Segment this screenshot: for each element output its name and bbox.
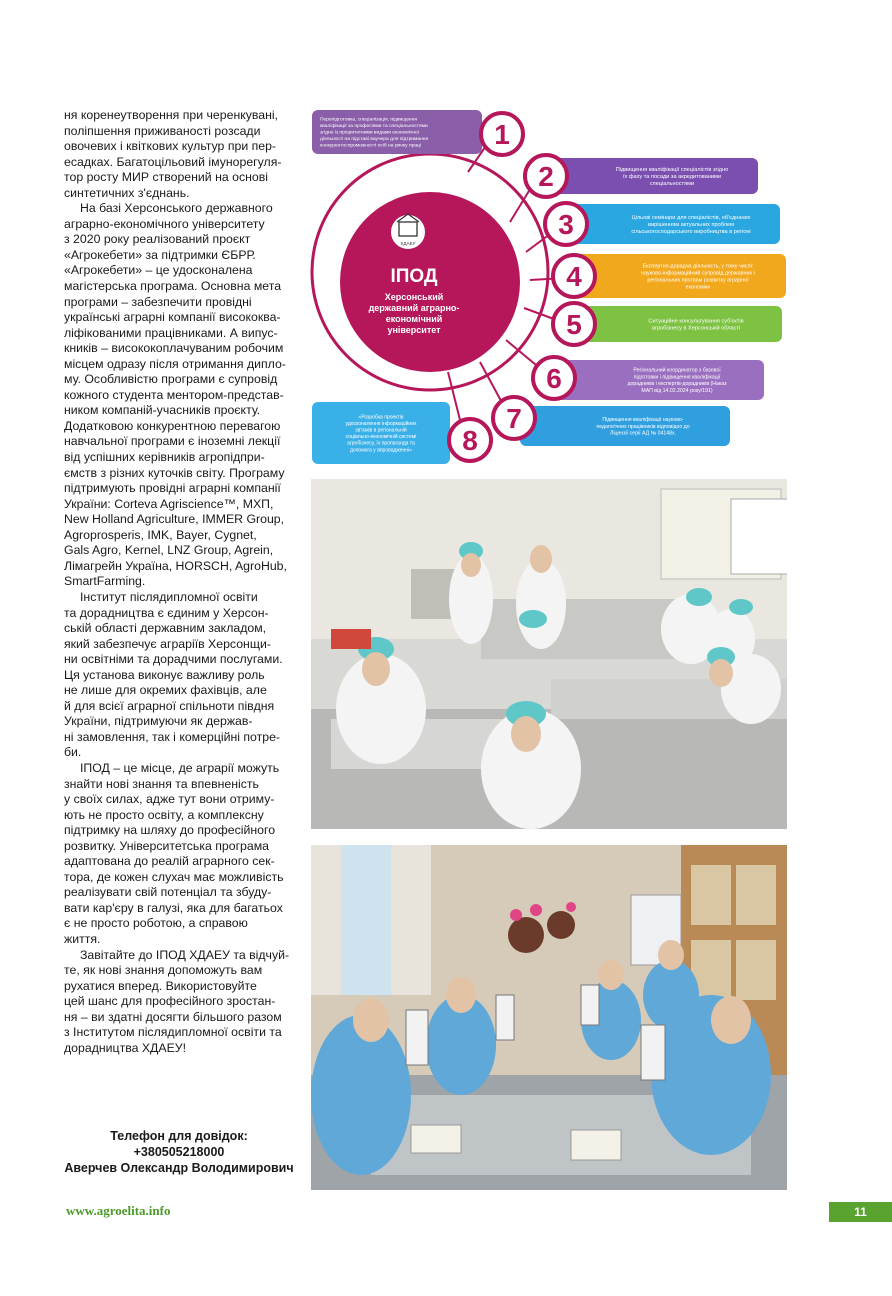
diagram-item-text: допомога у впровадженні» xyxy=(350,447,412,454)
article-line: реалізувати свій потенціал та збуду- xyxy=(64,885,272,900)
diagram-item-text: дорадників і експертів-дорадників (Наказ xyxy=(627,381,727,388)
diagram-item-text: кваліфікації за професіями та спеціальностями xyxy=(320,124,428,130)
number-badge-label: 1 xyxy=(494,119,510,150)
article-line: ні замовлення, так і комерційні потре- xyxy=(64,729,281,744)
article-line: підтримку на шляху до професійного xyxy=(64,823,276,838)
article-line: та дорадництва є єдиним у Херсон- xyxy=(64,605,269,620)
diagram-item-text: економіки xyxy=(685,284,711,291)
diagram-item-text: педагогічних працівників відповідно до xyxy=(596,423,690,430)
article-line: кників – висококоплачуваним робочим xyxy=(64,341,284,356)
phone-number: +380505218000 xyxy=(133,1145,225,1159)
article-line: магістерська програма. Основна мета xyxy=(64,279,282,294)
article-line: не лише для окремих фахівців, але xyxy=(64,683,267,698)
article-line: аграрно-економічного університету xyxy=(64,216,265,231)
diagram-item-text: Ліцензії серії АД № 04148х. xyxy=(609,430,677,437)
article-line: ють не просто освіту, а комплексну xyxy=(64,807,264,822)
connector-2 xyxy=(510,186,532,222)
article-line: ліфікованими працівниками. А випус- xyxy=(64,325,278,340)
article-line: й для всієї аграрної спільноти півдня xyxy=(64,698,275,713)
phone-label: Телефон для довідок: xyxy=(110,1129,248,1143)
diagram-item-text: підготовки і підвищення кваліфікації xyxy=(633,374,721,381)
center-subtitle-line: державний аграрно- xyxy=(368,303,460,313)
article-line: овочевих і квіткових культур при пер- xyxy=(64,139,277,154)
diagram-item-text: Ситуаційне консультування суб'єктів xyxy=(648,318,744,325)
article-line: ІПОД – це місце, де аграрії можуть xyxy=(80,760,280,775)
number-badge-label: 3 xyxy=(558,209,574,240)
article-line: Gals Agro, Kernel, LNZ Group, Agrein, xyxy=(64,543,274,558)
website-url[interactable]: www.agroelita.info xyxy=(66,1203,171,1218)
center-subtitle-line: Херсонський xyxy=(384,292,444,302)
diagram-item-text: сільськогосподарського виробництва в регіоні xyxy=(631,229,751,236)
article-line: «Агрокебети» за підтримки ЄБРР. xyxy=(64,247,256,262)
article-line: те, як нові знання допоможуть вам xyxy=(64,963,263,978)
article-line: ській області державним закладом, xyxy=(64,621,267,636)
article-line: програми – забезпечити провідні xyxy=(64,294,252,309)
article-line: ня – ви здатні досягти більшого разом xyxy=(64,1009,282,1024)
diagram-item-text: Регіональний координатор з базової xyxy=(633,367,721,374)
diagram-item-text: Підвищення кваліфікації науково- xyxy=(602,417,684,424)
number-badge-label: 7 xyxy=(506,403,522,434)
diagram-item-text: згідно із пріоритетними видами економічної xyxy=(320,130,420,136)
article-line: ником компаній-учасників проєкту. xyxy=(64,403,261,418)
diagram-item-text: удосконалення інформаційних xyxy=(345,420,417,427)
diagram-item-text: Перепідготовка, спеціалізація, підвищення xyxy=(320,117,417,123)
ipod-services-diagram xyxy=(310,100,788,472)
article-line: есадках. Багатоцільовий імунорегуля- xyxy=(64,154,282,169)
article-line: тор росту МИР створений на основі xyxy=(64,170,269,185)
article-line: тора, де кожен слухач має можливість xyxy=(64,869,284,884)
article-paragraph xyxy=(64,590,294,761)
article-line: України: Corteva Agriscience™, МХП, xyxy=(64,496,274,511)
article-line: вати кар'єру в галузі, яка для багатьох xyxy=(64,900,283,915)
article-line: кожного студента ментором-представ- xyxy=(64,387,284,402)
number-badge-label: 8 xyxy=(462,425,478,456)
number-badge-label: 4 xyxy=(566,261,582,292)
diagram-item-5 xyxy=(553,303,782,345)
article-line: який забезпечує аграріїв Херсонщи- xyxy=(64,636,271,651)
diagram-item-text: соціально-економічній системі xyxy=(345,434,417,441)
article-line: адаптована до реалій аграрного сек- xyxy=(64,854,275,869)
center-title: ІПОД xyxy=(390,266,438,287)
article-line: ємств з різних куточків світу. Програму xyxy=(64,465,285,480)
article-line: «Агрокебети» – це удосконалена xyxy=(64,263,253,278)
article-line: підтримують провідні аграрні компанії xyxy=(64,481,281,496)
article-body xyxy=(64,108,294,1056)
diagram-item-text: конкурентоспроможності осіб на ринку праці xyxy=(320,143,421,149)
number-badge-label: 2 xyxy=(538,161,554,192)
diagram-item-6 xyxy=(533,357,764,400)
diagram-item-7 xyxy=(493,397,730,446)
diagram-item-1 xyxy=(312,110,523,155)
article-line: Інститут післядипломної освіти xyxy=(80,589,258,604)
article-line: Agroprosperis, IMK, Bayer, Cygnet, xyxy=(64,527,257,542)
photo-laboratory-class-image xyxy=(311,479,787,829)
article-line: Завітайте до ІПОД ХДАЕУ та відчуй- xyxy=(80,947,290,962)
photo-microscope-class xyxy=(311,845,787,1190)
article-line: ня коренеутворення при черенкувані, xyxy=(64,108,279,122)
article-line: би. xyxy=(64,745,82,760)
university-logo xyxy=(390,214,426,250)
article-line: ни освітніми та дорадчими послугами. xyxy=(64,652,283,667)
contact-block xyxy=(64,1128,294,1176)
diagram-item-text: науково-інформаційний супровід державних і xyxy=(641,270,755,277)
article-line: навчальної програми є іноземні лекції xyxy=(64,434,281,449)
diagram-item-3 xyxy=(545,203,780,245)
article-line: України, підтримуючи як держав- xyxy=(64,714,253,729)
article-line: дорадництва ХДАЕУ! xyxy=(64,1040,187,1055)
article-line: від успішних керівників агропідпри- xyxy=(64,450,265,465)
article-line: з 2020 року реалізований проєкт xyxy=(64,232,251,247)
article-paragraph xyxy=(64,201,294,590)
article-line: На базі Херсонського державного xyxy=(80,201,273,216)
page-number: 11 xyxy=(829,1202,892,1222)
article-line: синтетичних з'єднань. xyxy=(64,185,190,200)
diagram-item-text: Цільові семінари для спеціалістів, об'єднаних xyxy=(631,214,751,221)
article-line: знайти нові знання та впевненість xyxy=(64,776,259,791)
diagram-item-text: регіональних програм розвитку аграрної xyxy=(647,277,749,284)
article-line: му. Особливістю програми є супровід xyxy=(64,372,278,387)
number-badge-label: 5 xyxy=(566,309,582,340)
article-paragraph xyxy=(64,108,294,201)
diagram-item-text: агробізнесу в Херсонській області xyxy=(651,325,741,332)
article-line: у своїх силах, адже тут вони отриму- xyxy=(64,792,275,807)
diagram-item-text: «Розробка проектів xyxy=(358,414,404,421)
diagram-item-2 xyxy=(525,155,758,197)
logo-text: ХДАЕУ xyxy=(400,241,416,246)
article-line: Ця установа виконує важливу роль xyxy=(64,667,265,682)
diagram-item-text: МАП від 14.02.2024 року/191) xyxy=(641,388,713,395)
diagram-item-8 xyxy=(312,402,491,464)
article-line: Додатковою конкурентною перевагою xyxy=(64,418,281,433)
diagram-item-text: агробізнесу, їх пропаганда та xyxy=(347,440,415,447)
article-line: цей шанс для професійного зростан- xyxy=(64,994,276,1009)
photo-microscope-class-image xyxy=(311,845,787,1190)
photo-laboratory-class xyxy=(311,479,787,829)
article-line: New Holland Agriculture, IMMER Group, xyxy=(64,512,285,527)
diagram-item-text: їх фаху та посади за акредитованими xyxy=(622,173,722,180)
diagram-item-4 xyxy=(553,254,786,298)
article-paragraph xyxy=(64,948,294,1057)
article-line: Лімагрейн Україна, HORSCH, AgroHub, xyxy=(64,558,287,573)
article-line: життя. xyxy=(64,931,101,946)
article-line: з Інститутом післядипломної освіти та xyxy=(64,1025,282,1040)
diagram-item-text: Експертно-дорадча діяльність, у тому числі: xyxy=(642,263,754,270)
diagram-item-text: діяльності на підставі ваучера для підтримання xyxy=(320,137,429,143)
number-badge-label: 6 xyxy=(546,363,562,394)
diagram-item-text: Підвищення кваліфікації спеціалістів згідно xyxy=(615,166,729,173)
article-line: місцем одразу після отримання дипло- xyxy=(64,356,286,371)
article-line: є не просто роботою, а справою xyxy=(64,916,248,931)
diagram-item-text: вирішенням актуальних проблем xyxy=(648,221,734,228)
center-subtitle-line: економічний xyxy=(385,314,443,324)
center-subtitle-line: університет xyxy=(387,325,441,335)
article-paragraph xyxy=(64,761,294,948)
article-line: поліпшення приживаності розсади xyxy=(64,123,261,138)
diagram-svg xyxy=(310,100,788,472)
contact-person: Аверчев Олександр Володимирович xyxy=(64,1161,294,1175)
article-line: розвитку. Університетська програма xyxy=(64,838,270,853)
article-line: SmartFarming. xyxy=(64,574,146,589)
diagram-item-text: спеціальностями xyxy=(649,181,695,188)
article-line: рухатися вперед. Використовуйте xyxy=(64,978,257,993)
article-line: українські аграрні компанії висококва- xyxy=(64,310,281,325)
diagram-item-text: зв'язків в регіональній xyxy=(355,427,407,434)
